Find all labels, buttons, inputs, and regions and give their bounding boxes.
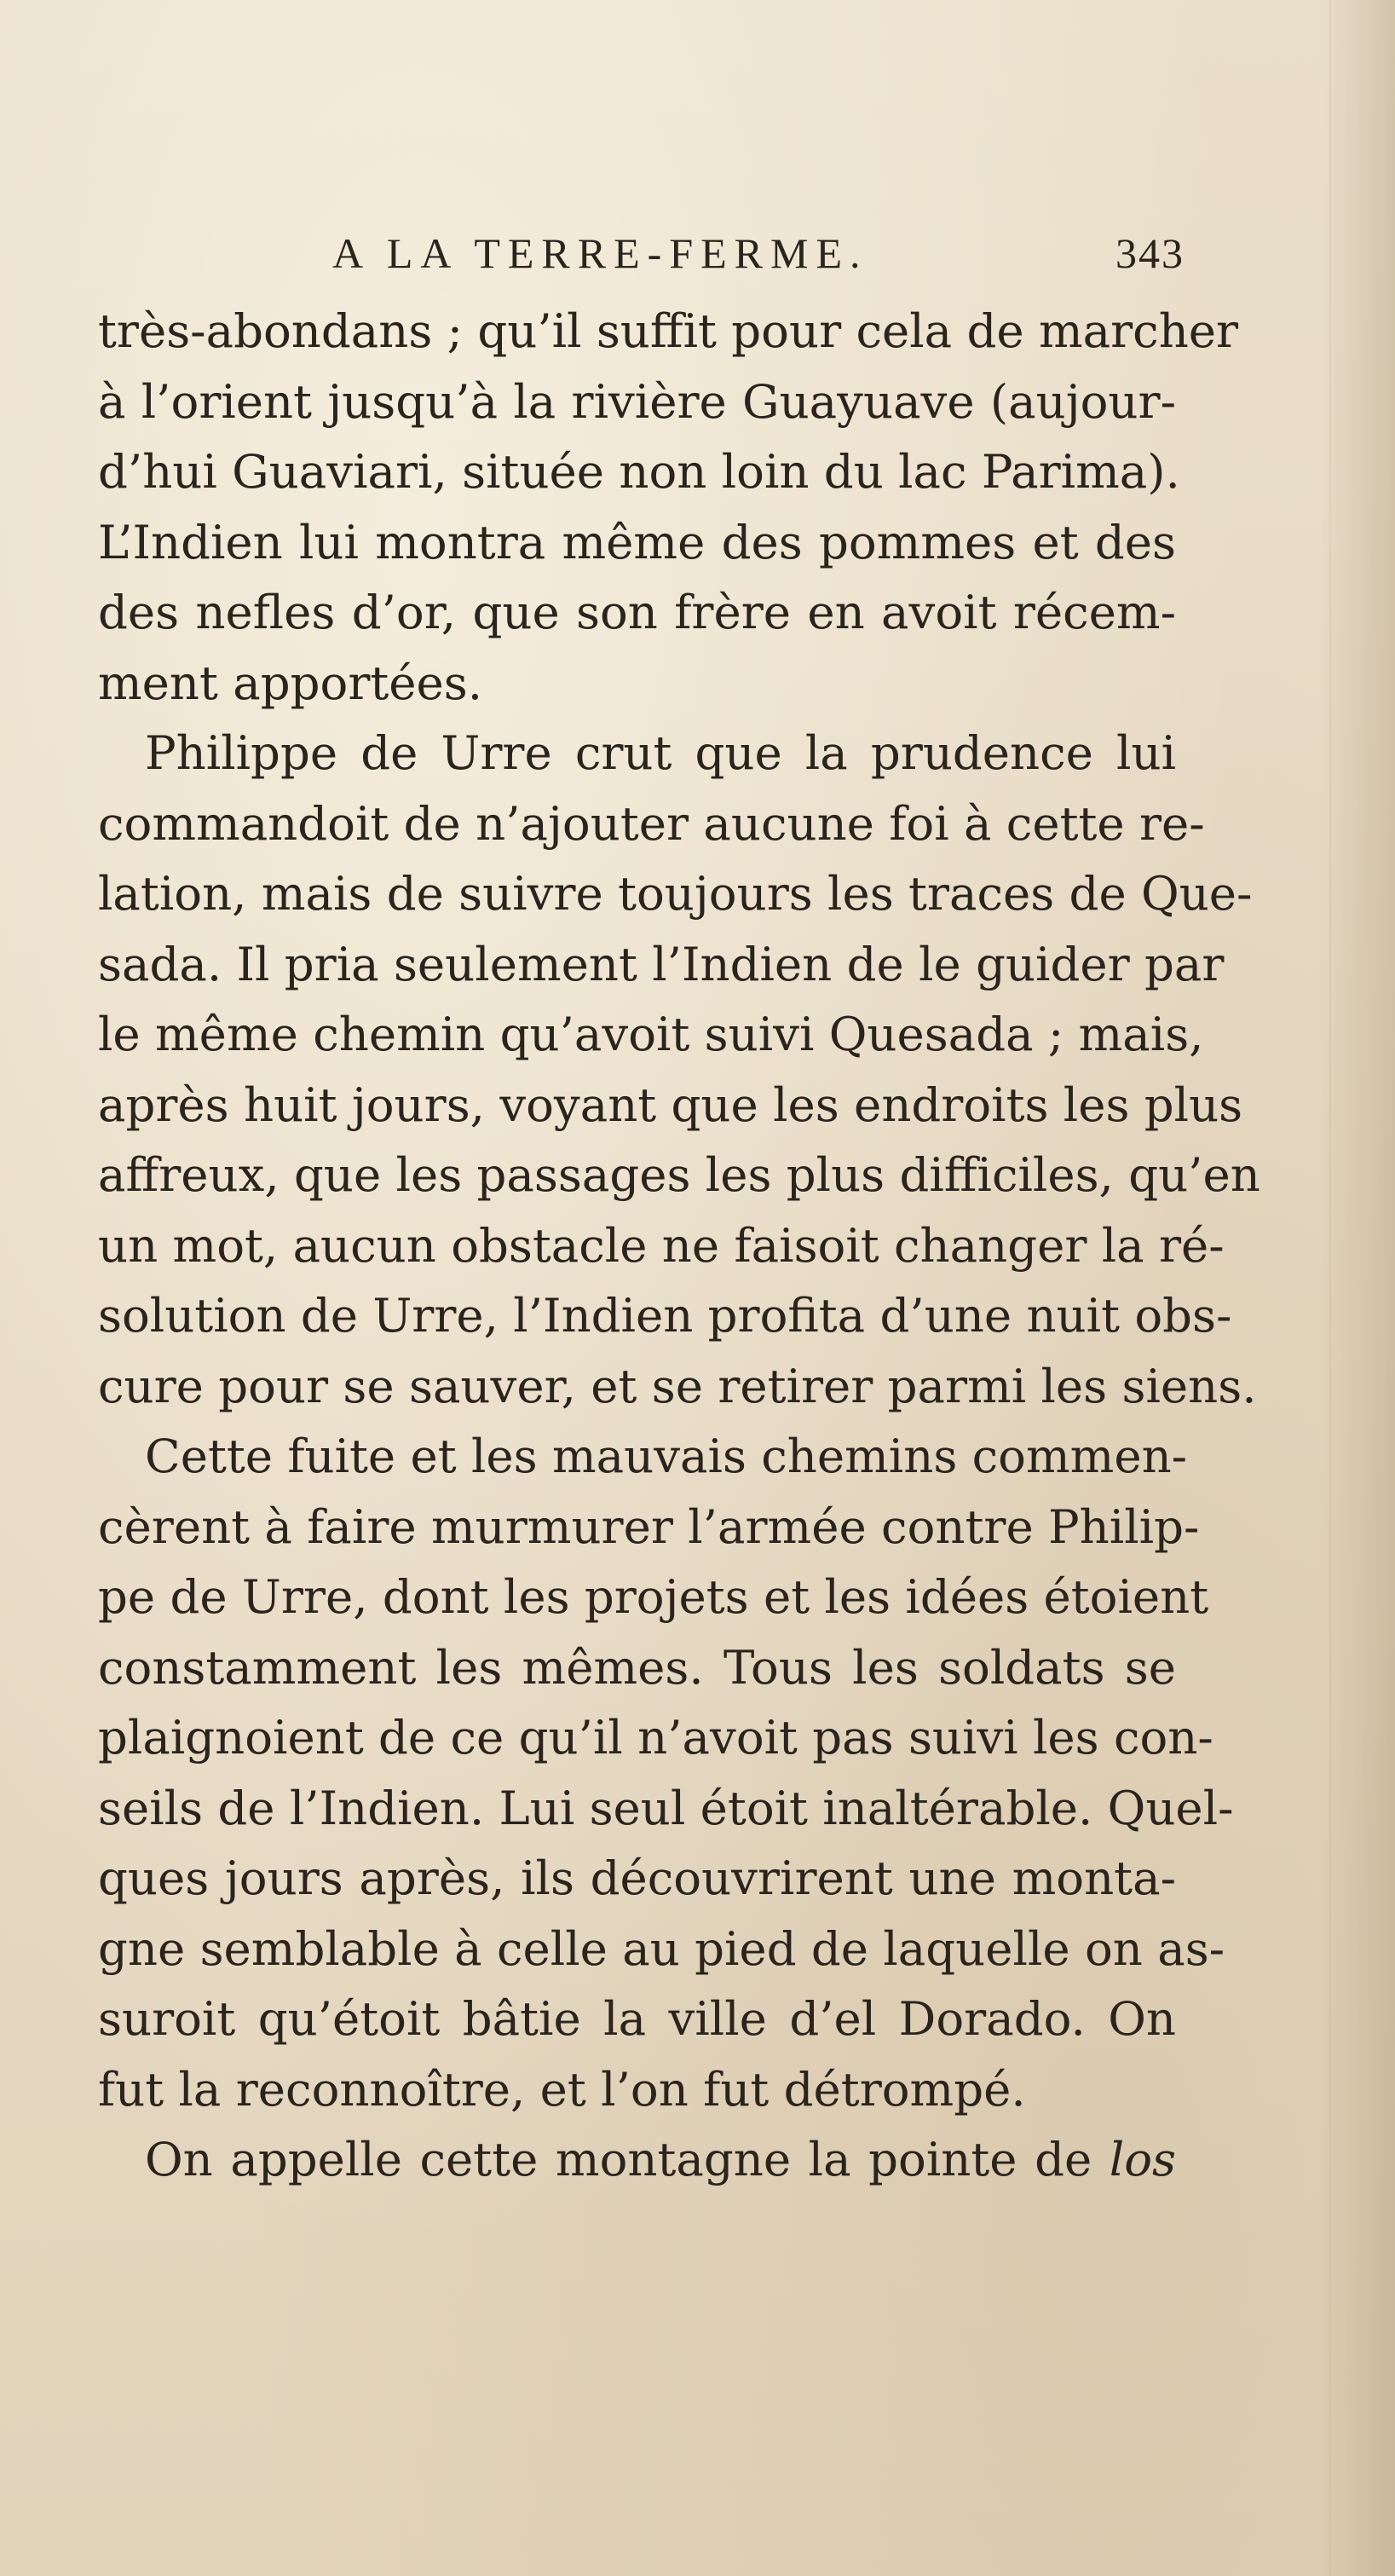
- text-line: Philippe de Urre crut que la prudence lui: [145, 725, 1176, 780]
- text-line: ques jours après, ils découvrirent une monta-: [98, 1851, 1176, 1905]
- text-line: solution de Urre, l’Indien profita d’une nuit obs-: [98, 1288, 1232, 1343]
- text-line: sada. Il pria seulement l’Indien de le guider par: [98, 936, 1225, 991]
- text-line: lation, mais de suivre toujours les traces de Que-: [98, 866, 1253, 921]
- text-line: à l’orient jusqu’à la rivière Guayuave (aujour-: [98, 373, 1176, 429]
- paragraph-2: [98, 718, 1260, 1421]
- text-line: d’hui Guaviari, située non loin du lac Parima).: [98, 444, 1180, 499]
- text-line: commandoit de n’ajouter aucune foi à cette re-: [98, 795, 1205, 851]
- text-line: affreux, que les passages les plus difficiles, qu’en: [98, 1147, 1260, 1202]
- running-head: [332, 223, 1185, 283]
- text-line: seils de l’Indien. Lui seul étoit inaltérable. Quel-: [98, 1780, 1234, 1835]
- body-text: [98, 296, 1260, 2195]
- text-line: [98, 2124, 1176, 2195]
- text-line: des nefles d’or, que son frère en avoit récem-: [98, 585, 1176, 639]
- text-line: le même chemin qu’avoit suivi Quesada ; mais,: [98, 1007, 1204, 1061]
- text-line: Cette fuite et les mauvais chemins commen-: [145, 1429, 1188, 1483]
- text-line: cèrent à faire murmurer l’armée contre Philip-: [98, 1499, 1200, 1554]
- text-line: L’Indien lui montra même des pommes et des: [98, 514, 1176, 569]
- text-line: ment apportées.: [98, 655, 483, 710]
- text-line: plaignoient de ce qu’il n’avoit pas suivi les con-: [98, 1710, 1213, 1765]
- paragraph-4: [98, 2124, 1176, 2195]
- paragraph-1: [98, 296, 1239, 718]
- text-line: après huit jours, voyant que les endroits les plus: [98, 1077, 1243, 1132]
- page-fold: [1329, 0, 1331, 2576]
- text-line: suroit qu’étoit bâtie la ville d’el Dorado. On: [98, 1991, 1176, 2046]
- text-line: cure pour se sauver, et se retirer parmi les siens.: [98, 1358, 1257, 1413]
- text-line: un mot, aucun obstacle ne faisoit changer la ré-: [98, 1217, 1225, 1273]
- text-line-start: On appelle cette montagne la pointe de: [145, 2132, 1092, 2186]
- text-line: pe de Urre, dont les projets et les idées étoient: [98, 1569, 1209, 1624]
- text-line: gne semblable à celle au pied de laquelle on as-: [98, 1920, 1225, 1976]
- italic-word: los: [1109, 2132, 1176, 2186]
- text-line: constamment les mêmes. Tous les soldats se: [98, 1639, 1176, 1695]
- page-number: 343: [1115, 229, 1185, 277]
- text-line: fut la reconnoître, et l’on fut détrompé.: [98, 2061, 1026, 2117]
- running-title: A LA TERRE-FERME.: [332, 229, 868, 277]
- text-line: très-abondans ; qu’il suffit pour cela de marcher: [98, 303, 1239, 358]
- paragraph-3: [98, 1421, 1234, 2124]
